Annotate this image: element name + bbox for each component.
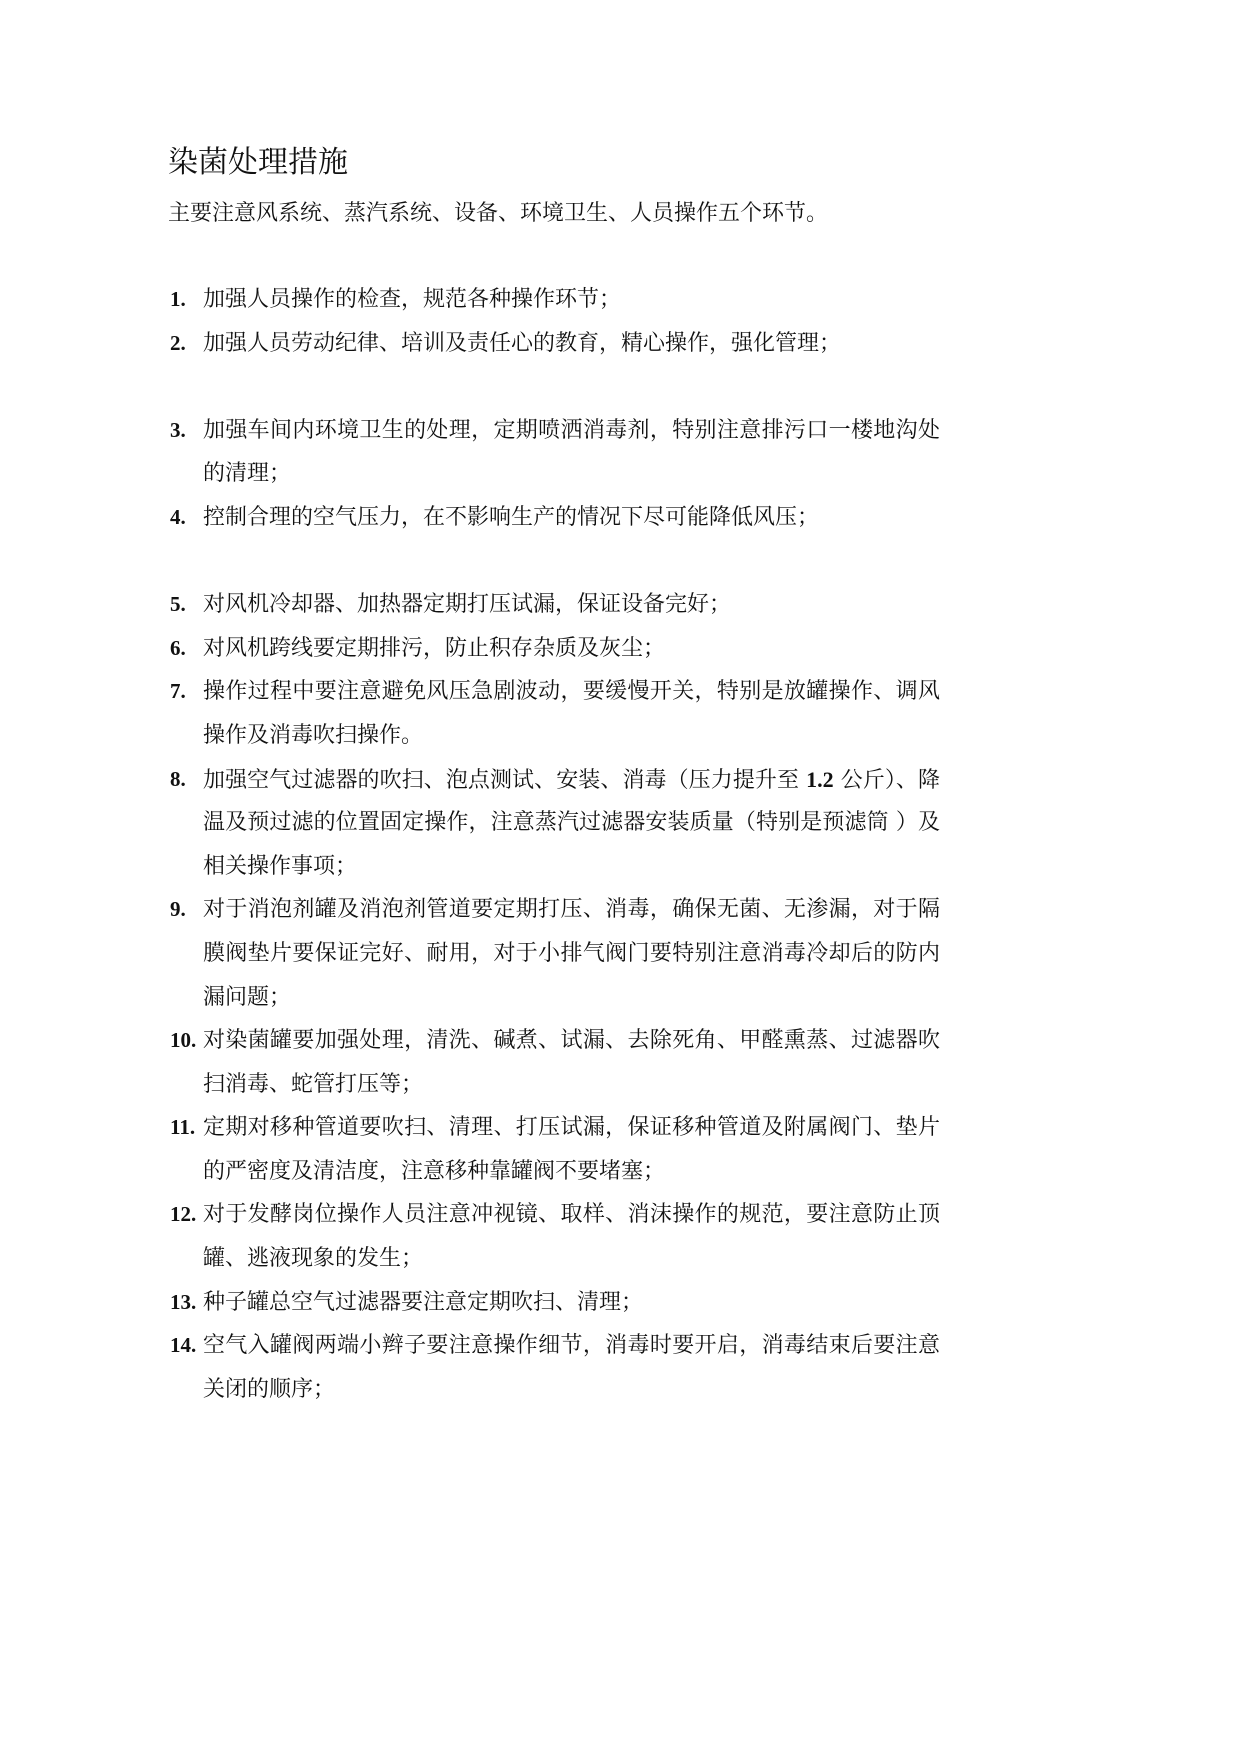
intro-text: 主要注意风系统、蒸汽系统、设备、环境卫生、人员操作五个环节。 (168, 201, 829, 226)
list-item (168, 758, 940, 889)
item-text-line: 扫消毒、蛇管打压等； (203, 1071, 424, 1097)
list-item (168, 1281, 940, 1325)
item-number: 8. (170, 766, 186, 791)
item-number: 9. (170, 897, 186, 922)
list-item (168, 627, 940, 671)
item-number: 11. (170, 1115, 196, 1140)
item-text-line: 空气入罐阀两端小辫子要注意操作细节，消毒时要开启，消毒结束后要注意 (203, 1333, 940, 1359)
item-text-segment: 公斤）、降 (833, 767, 940, 793)
blank-line (168, 365, 940, 409)
item-number: 7. (170, 679, 186, 704)
item-text-line: 定期对移种管道要吹扫、清理、打压试漏，保证移种管道及附属阀门、垫片 (203, 1115, 940, 1141)
item-text-line (203, 758, 940, 802)
item-text-line: 对于消泡剂罐及消泡剂管道要定期打压、消毒，确保无菌、无渗漏，对于隔 (203, 897, 940, 923)
item-text-line: 加强人员劳动纪律、培训及责任心的教育，精心操作，强化管理； (203, 330, 842, 356)
item-text-line: 温及预过滤的位置固定操作，注意蒸汽过滤器安装质量（特别是预滤筒 ）及 (203, 810, 940, 836)
item-number: 6. (170, 635, 186, 660)
item-number: 2. (170, 330, 186, 355)
item-text-line: 对染菌罐要加强处理，清洗、碱煮、试漏、去除死角、甲醛熏蒸、过滤器吹 (203, 1028, 940, 1054)
list-item (168, 583, 940, 627)
item-number: 3. (170, 417, 186, 442)
item-text-line: 相关操作事项； (203, 853, 358, 879)
pressure-value: 1.2 (806, 766, 834, 792)
item-text-line: 漏问题； (203, 984, 292, 1010)
list-item (168, 888, 940, 1019)
item-number: 12. (170, 1202, 197, 1227)
item-text-line: 加强人员操作的检查，规范各种操作环节； (203, 287, 622, 312)
item-number: 5. (170, 592, 186, 617)
item-text-line: 对风机冷却器、加热器定期打压试漏，保证设备完好； (203, 592, 732, 618)
list-item (168, 670, 940, 757)
item-text-line: 操作过程中要注意避免风压急剧波动，要缓慢开关，特别是放罐操作、调风 (203, 679, 940, 705)
item-number: 10. (170, 1028, 197, 1053)
list-item (168, 1324, 940, 1411)
document-title: 染菌处理措施 (168, 145, 348, 180)
item-text-line: 的严密度及清洁度，注意移种靠罐阀不要堵塞； (203, 1158, 666, 1184)
list-item (168, 496, 940, 540)
list-item (168, 1106, 940, 1193)
list-item (168, 278, 940, 322)
measures-list (168, 278, 940, 1411)
item-text-line: 种子罐总空气过滤器要注意定期吹扫、清理； (203, 1289, 644, 1315)
item-text-line: 膜阀垫片要保证完好、耐用，对于小排气阀门要特别注意消毒冷却后的防内 (203, 940, 940, 966)
item-text-line: 关闭的顺序； (203, 1376, 336, 1402)
list-item (168, 1019, 940, 1106)
list-item (168, 409, 940, 496)
item-text-line: 罐、逃液现象的发生； (203, 1246, 424, 1272)
item-number: 4. (170, 504, 186, 529)
list-item (168, 1193, 940, 1280)
item-text-line: 操作及消毒吹扫操作。 (203, 722, 424, 748)
item-text-line: 控制合理的空气压力，在不影响生产的情况下尽可能降低风压； (203, 504, 820, 530)
list-item (168, 322, 940, 366)
item-text-line: 对于发酵岗位操作人员注意冲视镜、取样、消沫操作的规范，要注意防止顶 (203, 1202, 940, 1228)
item-number: 1. (170, 287, 186, 311)
item-number: 13. (170, 1289, 197, 1314)
item-number: 14. (170, 1333, 197, 1358)
blank-line (168, 540, 940, 584)
item-text-segment: 加强空气过滤器的吹扫、泡点测试、安装、消毒（压力提升至 (203, 767, 807, 793)
item-text-line: 加强车间内环境卫生的处理，定期喷洒消毒剂，特别注意排污口一楼地沟处 (203, 417, 940, 443)
item-text-line: 对风机跨线要定期排污，防止积存杂质及灰尘； (203, 635, 666, 661)
item-text-line: 的清理； (203, 461, 292, 487)
